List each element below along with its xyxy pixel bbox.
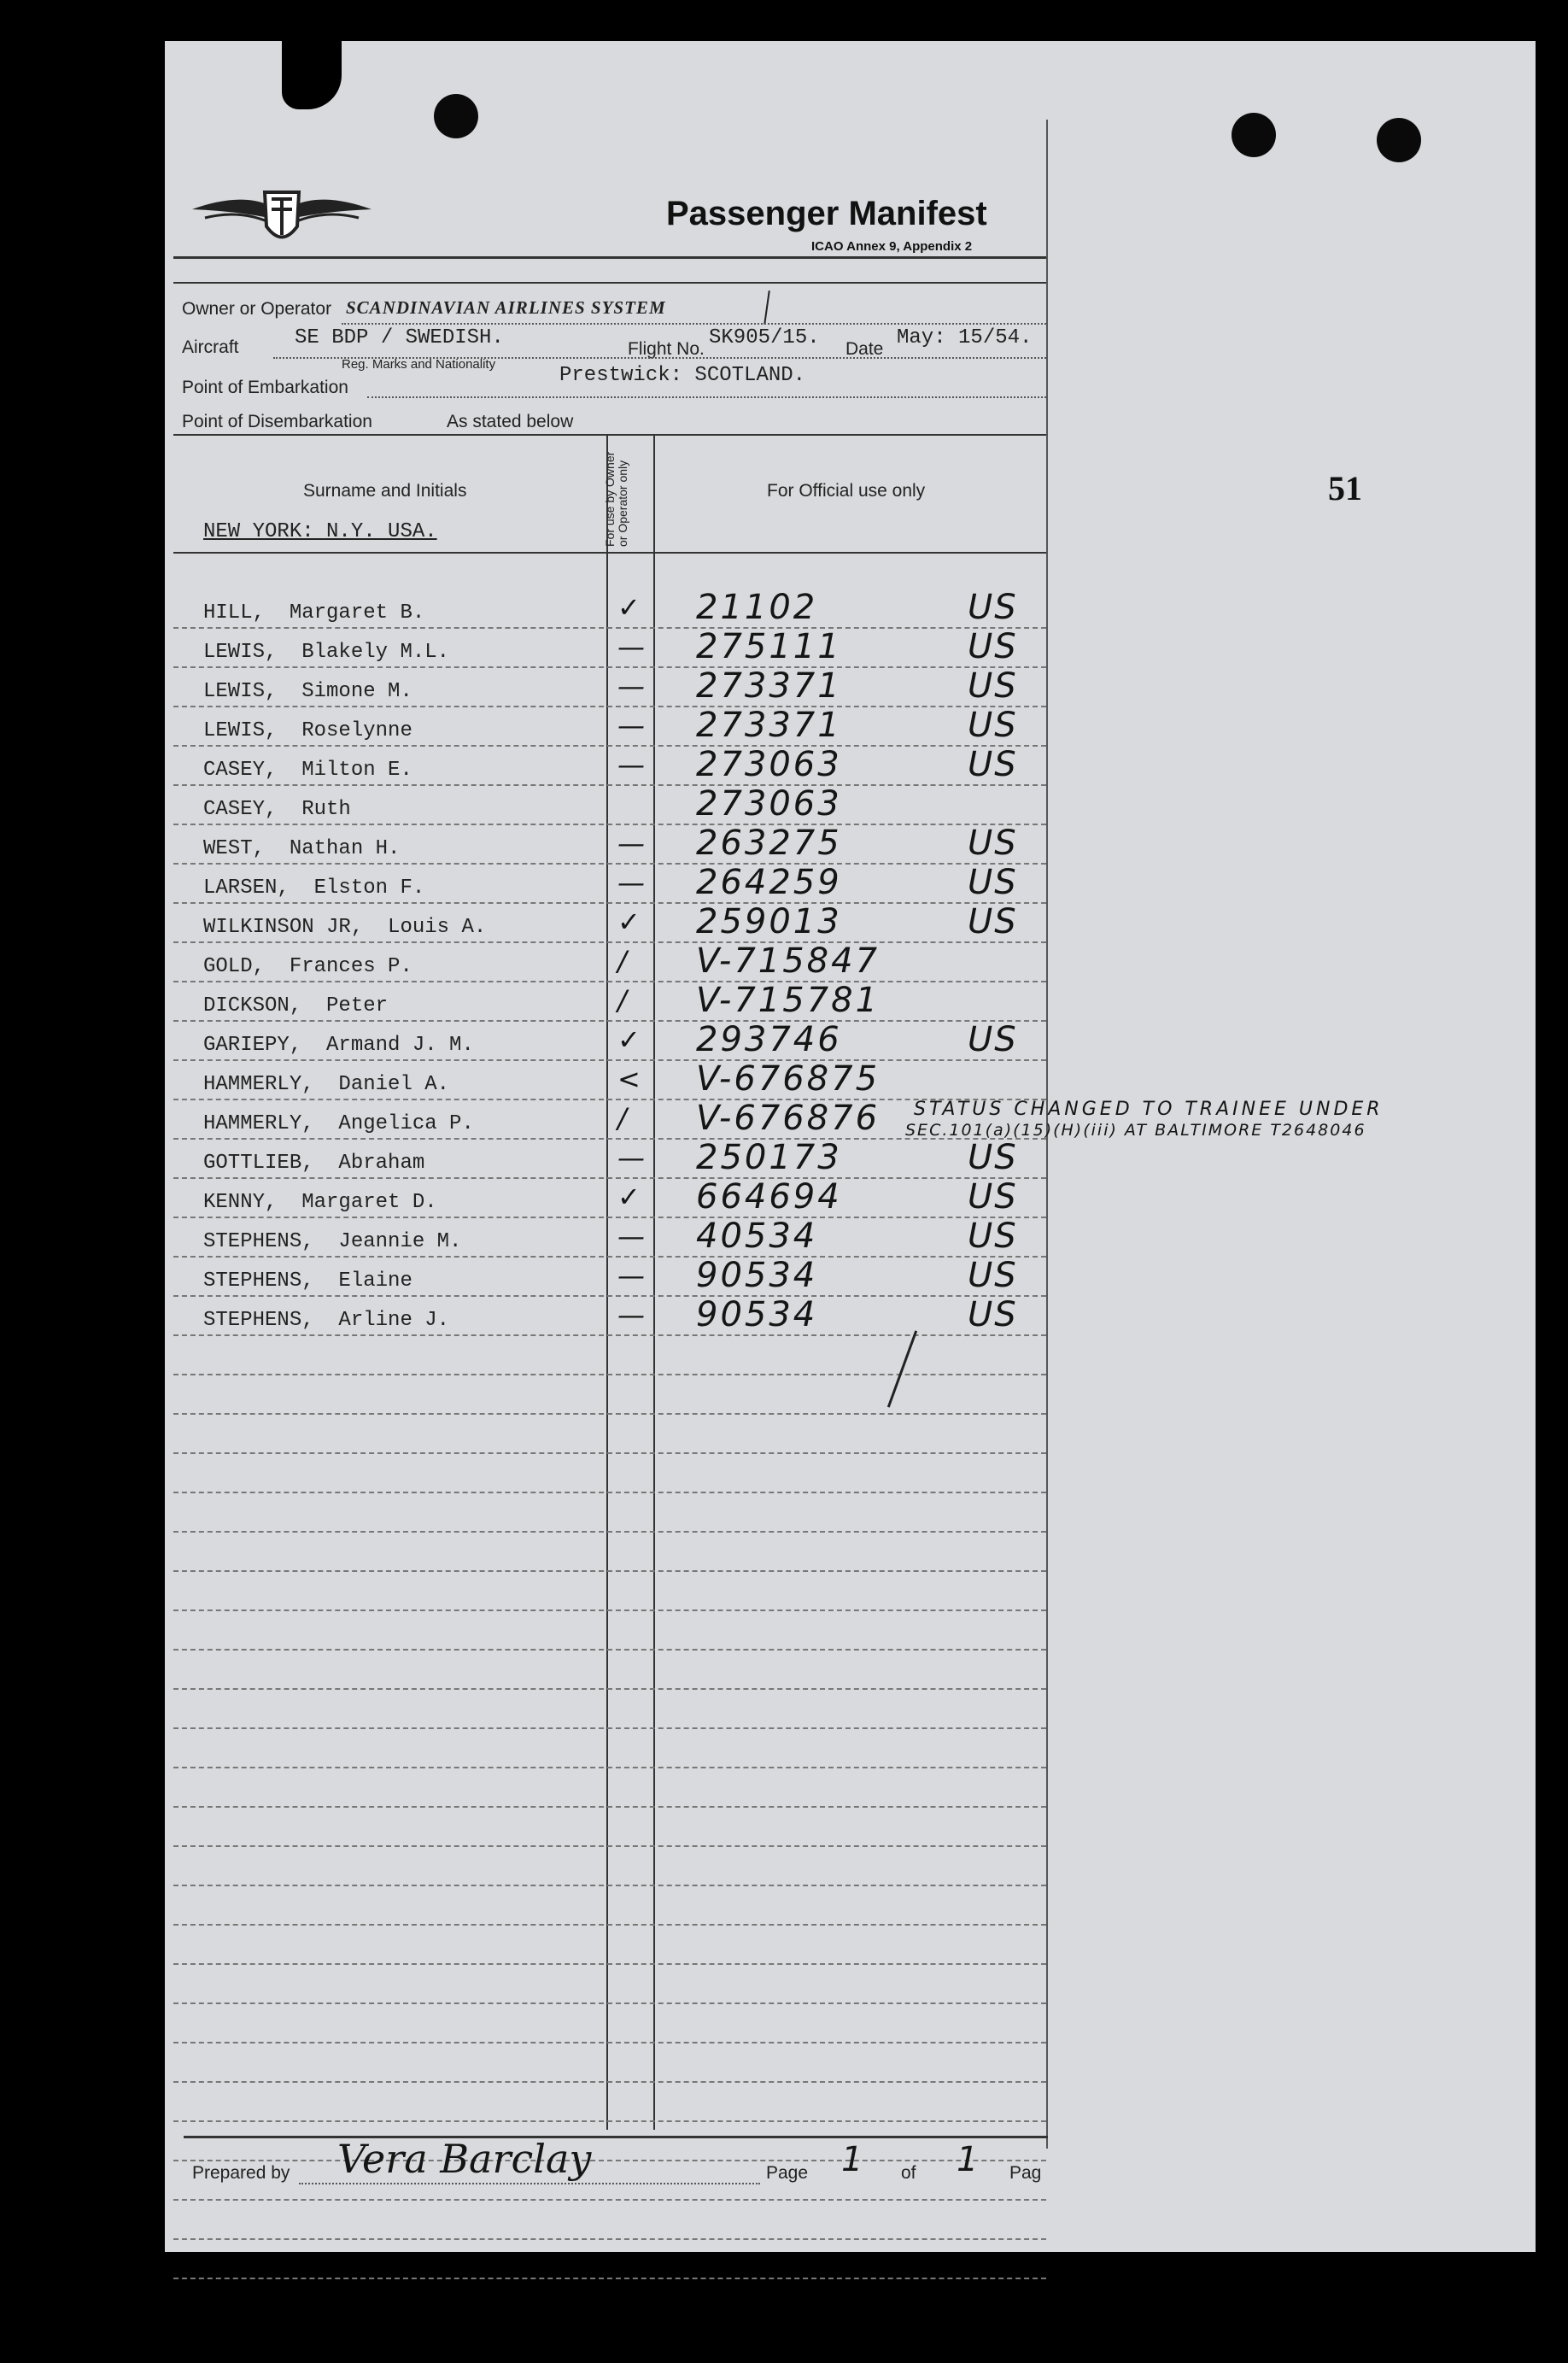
airline-logo — [188, 175, 376, 252]
passenger-row — [173, 1493, 1046, 1533]
passenger-name: GOLD, Frances P. — [203, 955, 412, 978]
passenger-name: LARSEN, Elston F. — [203, 877, 425, 900]
annotation-line: SEC.101(a)(15)(H)(iii) AT BALTIMORE T2648046 — [905, 1121, 1366, 1140]
passenger-row — [173, 1415, 1046, 1454]
passenger-name: STEPHENS, Jeannie M. — [203, 1230, 462, 1253]
passenger-row — [173, 1965, 1046, 2004]
embarkation-value: Prestwick: SCOTLAND. — [559, 364, 806, 387]
passenger-row — [173, 1572, 1046, 1611]
official-number: 275111 — [696, 627, 842, 666]
header-rule — [173, 282, 1046, 284]
operator-mark: — — [617, 1259, 645, 1292]
header-rule — [173, 434, 1046, 436]
operator-mark: — — [617, 866, 645, 899]
passenger-row — [173, 865, 1046, 904]
field-line — [367, 396, 1046, 398]
page-label: Page — [766, 2163, 809, 2183]
official-number: 264259 — [696, 863, 842, 902]
operator-mark: / — [617, 1102, 627, 1135]
operator-mark: / — [617, 945, 627, 977]
header-rule — [173, 256, 1046, 259]
passenger-row — [173, 707, 1046, 747]
date-label: Date — [845, 339, 884, 359]
field-line — [342, 323, 1046, 325]
passenger-name: LEWIS, Roselynne — [203, 719, 412, 742]
passenger-row — [173, 1336, 1046, 1375]
passenger-row — [173, 2043, 1046, 2083]
passenger-row — [173, 1690, 1046, 1729]
operator-mark: — — [617, 827, 645, 859]
nationality: US — [968, 824, 1018, 863]
official-number: 273371 — [696, 706, 842, 745]
passenger-name: CASEY, Ruth — [203, 798, 351, 821]
disembarkation-label: Point of Disembarkation — [182, 412, 372, 431]
nationality: US — [968, 666, 1018, 706]
reg-marks-label: Reg. Marks and Nationality — [342, 357, 496, 372]
destination-heading: NEW YORK: N.Y. USA. — [203, 520, 437, 543]
passenger-list — [173, 589, 1046, 2279]
footer-rule — [184, 2136, 1048, 2138]
passenger-name: HAMMERLY, Daniel A. — [203, 1073, 450, 1096]
passenger-row — [173, 2083, 1046, 2122]
nationality: US — [968, 1020, 1018, 1059]
passenger-name: STEPHENS, Arline J. — [203, 1309, 450, 1332]
flight-label: Flight No. — [628, 339, 705, 359]
passenger-name: LEWIS, Blakely M.L. — [203, 641, 450, 664]
date-value: May: 15/54. — [897, 326, 1033, 349]
form-title: Passenger Manifest — [666, 195, 987, 232]
operator-mark: — — [617, 1141, 645, 1174]
operator-mark: ✓ — [617, 591, 641, 624]
flight-value: SK905/15. — [709, 326, 820, 349]
passenger-row — [173, 1061, 1046, 1100]
passenger-name: KENNY, Margaret D. — [203, 1191, 437, 1214]
operator-mark: / — [617, 984, 627, 1017]
passenger-name: HAMMERLY, Angelica P. — [203, 1112, 474, 1135]
passenger-row — [173, 943, 1046, 982]
nationality: US — [968, 1295, 1018, 1334]
official-number: 40534 — [696, 1217, 818, 1256]
operator-column-header: For use by Owner or Operator only — [603, 451, 629, 547]
nationality: US — [968, 706, 1018, 745]
official-number: 250173 — [696, 1138, 842, 1177]
official-number: 664694 — [696, 1177, 842, 1217]
annotation-line: STATUS CHANGED TO TRAINEE UNDER — [914, 1099, 1384, 1120]
operator-mark: — — [617, 748, 645, 781]
official-number: 273063 — [696, 745, 842, 784]
passenger-name: WILKINSON JR, Louis A. — [203, 916, 487, 939]
operator-mark: ✓ — [617, 906, 641, 938]
passenger-row — [173, 1258, 1046, 1297]
form-subtitle: ICAO Annex 9, Appendix 2 — [811, 239, 973, 254]
passenger-row — [173, 1808, 1046, 1847]
nationality: US — [968, 745, 1018, 784]
nationality: US — [968, 627, 1018, 666]
row-rule — [173, 2278, 1046, 2279]
official-number: 90534 — [696, 1256, 818, 1295]
passenger-row — [173, 668, 1046, 707]
punch-hole — [1232, 113, 1276, 157]
of-label: of — [901, 2163, 916, 2183]
official-number: 273371 — [696, 666, 842, 706]
passenger-name: DICKSON, Peter — [203, 994, 389, 1017]
operator-mark: < — [617, 1063, 641, 1095]
status-annotation — [905, 1099, 1384, 1140]
aircraft-value: SE BDP / SWEDISH. — [295, 326, 504, 349]
surname-column-header: Surname and Initials — [303, 481, 467, 501]
passenger-name: LEWIS, Simone M. — [203, 680, 412, 703]
field-line — [299, 2183, 760, 2184]
passenger-row — [173, 1533, 1046, 1572]
nationality: US — [968, 1138, 1018, 1177]
passenger-name: CASEY, Milton E. — [203, 759, 412, 782]
prepared-by-label: Prepared by — [192, 2163, 290, 2183]
owner-label: Owner or Operator — [182, 299, 332, 319]
nationality: US — [968, 902, 1018, 941]
passenger-row — [173, 1926, 1046, 1965]
nationality: US — [968, 1177, 1018, 1217]
operator-mark: ✓ — [617, 1181, 641, 1213]
punch-hole — [434, 94, 478, 138]
nationality: US — [968, 1217, 1018, 1256]
page-value: 1 — [841, 2140, 863, 2179]
passenger-row — [173, 1651, 1046, 1690]
disembarkation-value: As stated below — [447, 412, 574, 431]
official-number: V-715847 — [696, 941, 881, 981]
operator-mark: — — [617, 630, 645, 663]
passenger-row — [173, 1454, 1046, 1493]
passenger-row — [173, 2201, 1046, 2240]
passenger-row — [173, 1768, 1046, 1808]
passenger-row — [173, 747, 1046, 786]
header-rule — [173, 552, 1046, 554]
owner-value: SCANDINAVIAN AIRLINES SYSTEM — [346, 297, 666, 318]
passenger-row — [173, 1140, 1046, 1179]
passenger-row — [173, 1022, 1046, 1061]
passenger-row — [173, 1179, 1046, 1218]
nationality: US — [968, 1256, 1018, 1295]
passenger-row — [173, 904, 1046, 943]
passenger-row — [173, 2240, 1046, 2279]
official-number: V-715781 — [696, 981, 881, 1020]
official-number: V-676876 — [696, 1099, 881, 1138]
page-number: 51 — [1328, 469, 1362, 507]
pages-label: Pag — [1009, 2163, 1042, 2183]
passenger-name: WEST, Nathan H. — [203, 837, 401, 860]
official-number: V-676875 — [696, 1059, 881, 1099]
aircraft-label: Aircraft — [182, 337, 239, 357]
nationality: US — [968, 588, 1018, 627]
passenger-name: GOTTLIEB, Abraham — [203, 1152, 425, 1175]
of-value: 1 — [957, 2140, 979, 2179]
passenger-row — [173, 786, 1046, 825]
passenger-row — [173, 1729, 1046, 1768]
official-column-header: For Official use only — [767, 481, 926, 501]
operator-mark: ✓ — [617, 1023, 641, 1056]
passenger-row — [173, 982, 1046, 1022]
official-number: 293746 — [696, 1020, 842, 1059]
operator-mark: — — [617, 1299, 645, 1331]
preparer-signature: Vera Barclay — [337, 2136, 592, 2182]
passenger-row — [173, 1611, 1046, 1651]
operator-mark: — — [617, 1220, 645, 1252]
passenger-row — [173, 589, 1046, 629]
passenger-row — [173, 629, 1046, 668]
passenger-row — [173, 1218, 1046, 1258]
official-number: 273063 — [696, 784, 842, 824]
official-number: 263275 — [696, 824, 842, 863]
operator-mark: — — [617, 670, 645, 702]
passenger-row — [173, 1847, 1046, 1886]
passenger-name: HILL, Margaret B. — [203, 601, 425, 624]
passenger-name: STEPHENS, Elaine — [203, 1269, 412, 1293]
passenger-row — [173, 2004, 1046, 2043]
embarkation-label: Point of Embarkation — [182, 378, 348, 397]
passenger-name: GARIEPY, Armand J. M. — [203, 1034, 474, 1057]
nationality: US — [968, 863, 1018, 902]
passenger-row — [173, 2122, 1046, 2161]
official-number: 21102 — [696, 588, 818, 627]
passenger-row — [173, 1375, 1046, 1415]
passenger-row — [173, 825, 1046, 865]
passenger-row — [173, 1886, 1046, 1926]
operator-mark: — — [617, 709, 645, 742]
punch-hole — [1377, 118, 1421, 162]
official-number: 90534 — [696, 1295, 818, 1334]
official-number: 259013 — [696, 902, 842, 941]
